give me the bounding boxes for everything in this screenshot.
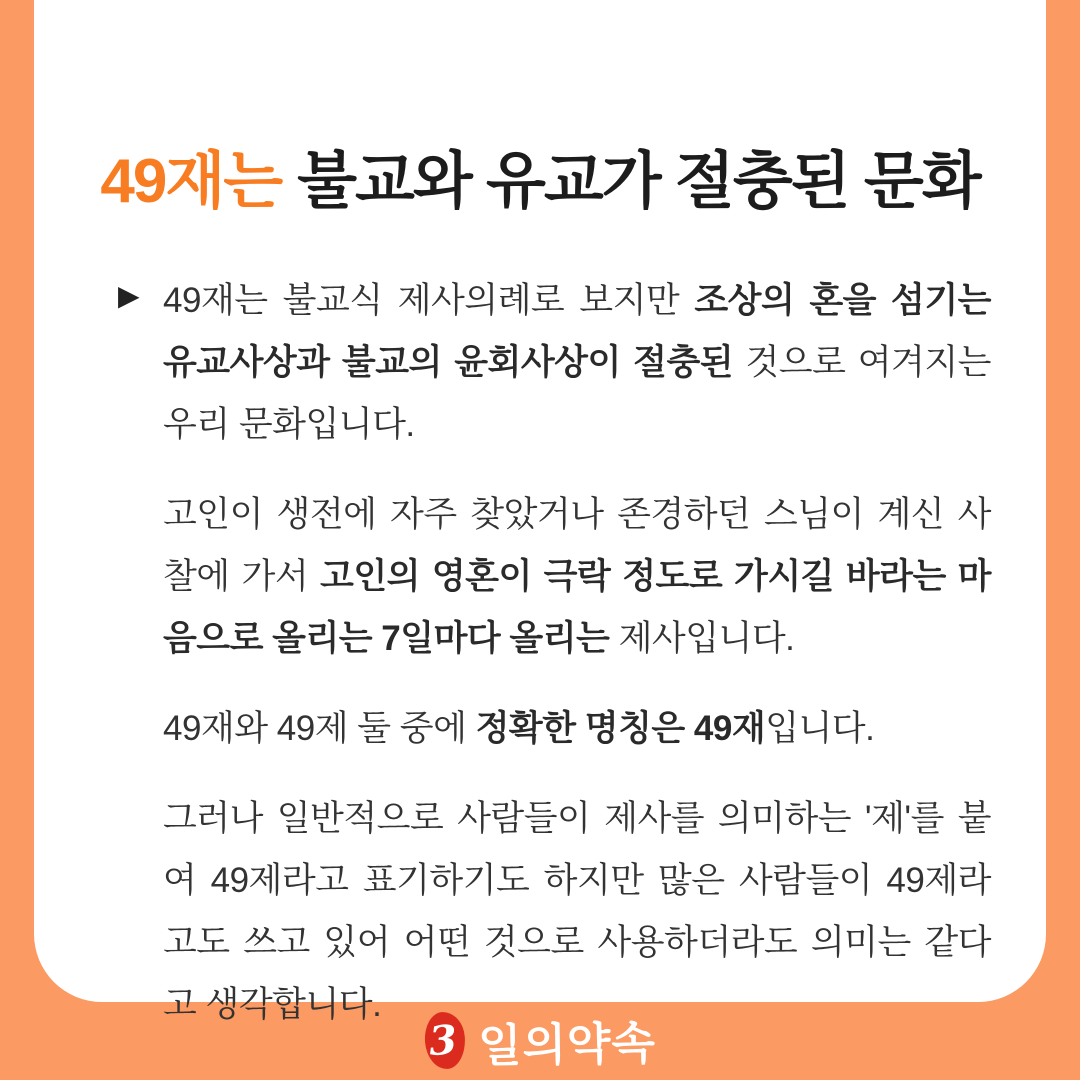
paragraph-naming: [163, 698, 991, 760]
text-segment: 49재는 불교식 제사의례로 보지만: [163, 281, 695, 320]
logo-badge-icon: [423, 1010, 467, 1070]
triangle-bullet-icon: ▶: [118, 280, 140, 311]
text-segment: 고인이 생전에 자주 찾았거나 존경하던 스님이 계신 사찰에 가서: [163, 495, 991, 596]
text-segment: 49재와 49제 둘 중에: [163, 709, 476, 748]
logo-badge-number: 3: [426, 1015, 459, 1065]
page-title: [34, 146, 1046, 217]
text-segment-bold: 고인의 영혼이 극락 정도로 가시길 바라는 마음으로 올리는 7일마다 올리는: [163, 557, 991, 658]
title-rest: 불교와 유교가 절충된 문화: [297, 147, 980, 216]
text-segment: 입니다.: [765, 709, 875, 748]
text-segment-bold: 정확한 명칭은 49재: [475, 709, 766, 748]
text-segment: 것으로 여겨지는 우리 문화입니다.: [163, 343, 991, 444]
paragraph-origin: [163, 270, 991, 456]
paragraph-usage: [163, 788, 991, 1036]
logo-text: 일의약속: [477, 1016, 656, 1072]
brand-logo: [0, 1000, 1080, 1080]
text-segment: 제사입니다.: [609, 619, 795, 658]
text-segment-bold: 조상의 혼을 섬기는 유교사상과 불교의 윤회사상이 절충된: [163, 281, 991, 382]
paragraph-ritual: [163, 484, 991, 670]
title-highlight: 49재는: [100, 147, 282, 216]
body-text: [163, 270, 991, 1064]
text-segment: 그러나 일반적으로 사람들이 제사를 의미하는 '제'를 붙여 49제라고 표기하기도 하지만 많은 사람들이 49제라고도 쓰고 있어 어떤 것으로 사용하더라도 의미는 같다고 생각합니다.: [163, 799, 991, 1024]
